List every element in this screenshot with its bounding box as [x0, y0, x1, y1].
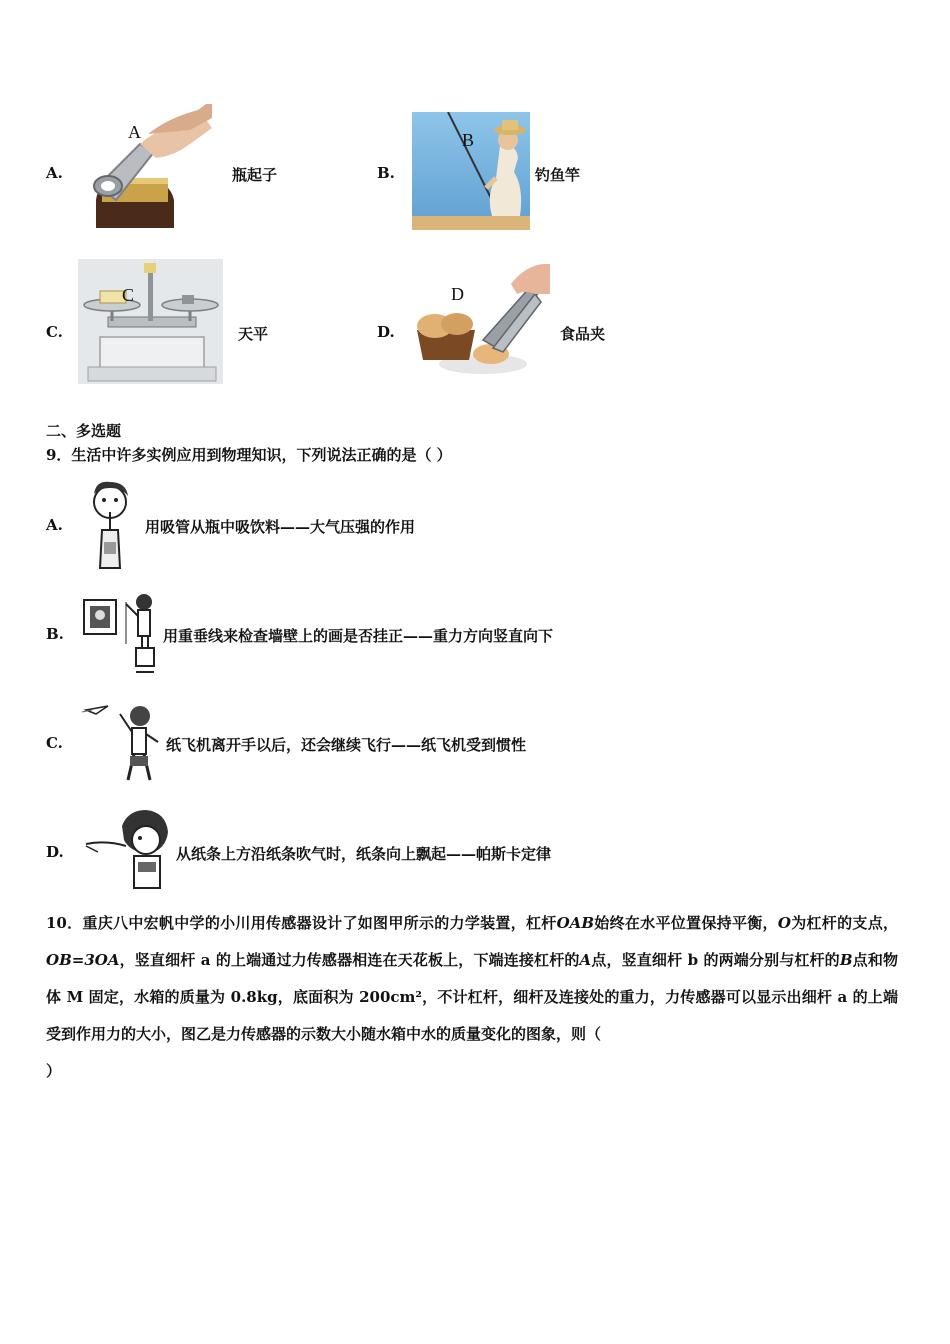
q10-text-3: 为杠杆的支点，	[790, 914, 898, 932]
blowing-paper-image	[82, 806, 174, 894]
option-b-letter: B.	[377, 164, 395, 182]
q10-fulcrum-o: O	[777, 914, 791, 932]
food-tongs-image	[413, 264, 550, 380]
fishing-rod-image	[412, 112, 530, 230]
straw-drinking-image	[82, 478, 142, 570]
bottle-opener-image	[78, 104, 212, 228]
option-b-label: 钓鱼竿	[535, 166, 581, 184]
balance-scale-image	[78, 259, 223, 384]
q10-text-4: ，竖直细杆 a 的上端通过力传感器相连在天花板上，下端连接杠杆的	[119, 951, 580, 969]
q9-stem: 9．生活中许多实例应用到物理知识，下列说法正确的是（ ）	[46, 446, 452, 464]
q9-option-c-letter: C.	[46, 734, 63, 752]
q10-text-1: 10．重庆八中宏帆中学的小川用传感器设计了如图甲所示的力学装置，杠杆	[46, 914, 557, 932]
q10-point-a: A	[579, 951, 592, 969]
image-letter-a: A	[128, 122, 141, 142]
option-c-label: 天平	[238, 325, 269, 343]
q9-option-a-letter: A.	[46, 516, 63, 534]
image-letter-b: B	[462, 130, 475, 150]
image-letter-c: C	[122, 285, 135, 305]
q10-ob-equation: OB=3OA	[46, 951, 120, 969]
q10-lever-oab: OAB	[556, 914, 594, 932]
q9-option-d-letter: D.	[46, 843, 64, 861]
q9-option-b-letter: B.	[46, 625, 64, 643]
q9-option-a-text: 用吸管从瓶中吸饮料——大气压强的作用	[145, 518, 416, 536]
q9-option-c-text: 纸飞机离开手以后，还会继续飞行——纸飞机受到惯性	[166, 736, 527, 754]
q10-text-6: 点和物体 M 固定，水箱的质量为 0.8kg，底面积为 200cm²，不计杠杆，细杆及连接处的重力，力传感器可以显示出细杆 a 的上端受到作用力的大小，图乙是力传感器的示数大小随水箱中水的质量变化的图象，则（	[46, 951, 898, 1043]
q10-point-b: B	[839, 951, 853, 969]
q10-text-2: 始终在水平位置保持平衡，	[594, 914, 778, 932]
section-title: 二、多选题	[46, 422, 122, 440]
option-d-label: 食品夹	[560, 325, 606, 343]
q9-option-b-text: 用重垂线来检查墙壁上的画是否挂正——重力方向竖直向下	[163, 627, 554, 645]
option-a-letter: A.	[46, 164, 63, 182]
plumb-line-image	[80, 588, 160, 676]
option-a-label: 瓶起子	[232, 166, 278, 184]
paper-plane-image	[82, 698, 166, 784]
image-letter-d: D	[451, 284, 464, 304]
q10-stem	[46, 905, 898, 1090]
option-c-letter: C.	[46, 323, 63, 341]
option-d-letter: D.	[377, 323, 395, 341]
q9-option-d-text: 从纸条上方沿纸条吹气时，纸条向上飘起——帕斯卡定律	[176, 845, 552, 863]
q10-text-5: 点，竖直细杆 b 的两端分别与杠杆的	[591, 951, 840, 969]
q10-text-7: ）	[46, 1062, 62, 1080]
